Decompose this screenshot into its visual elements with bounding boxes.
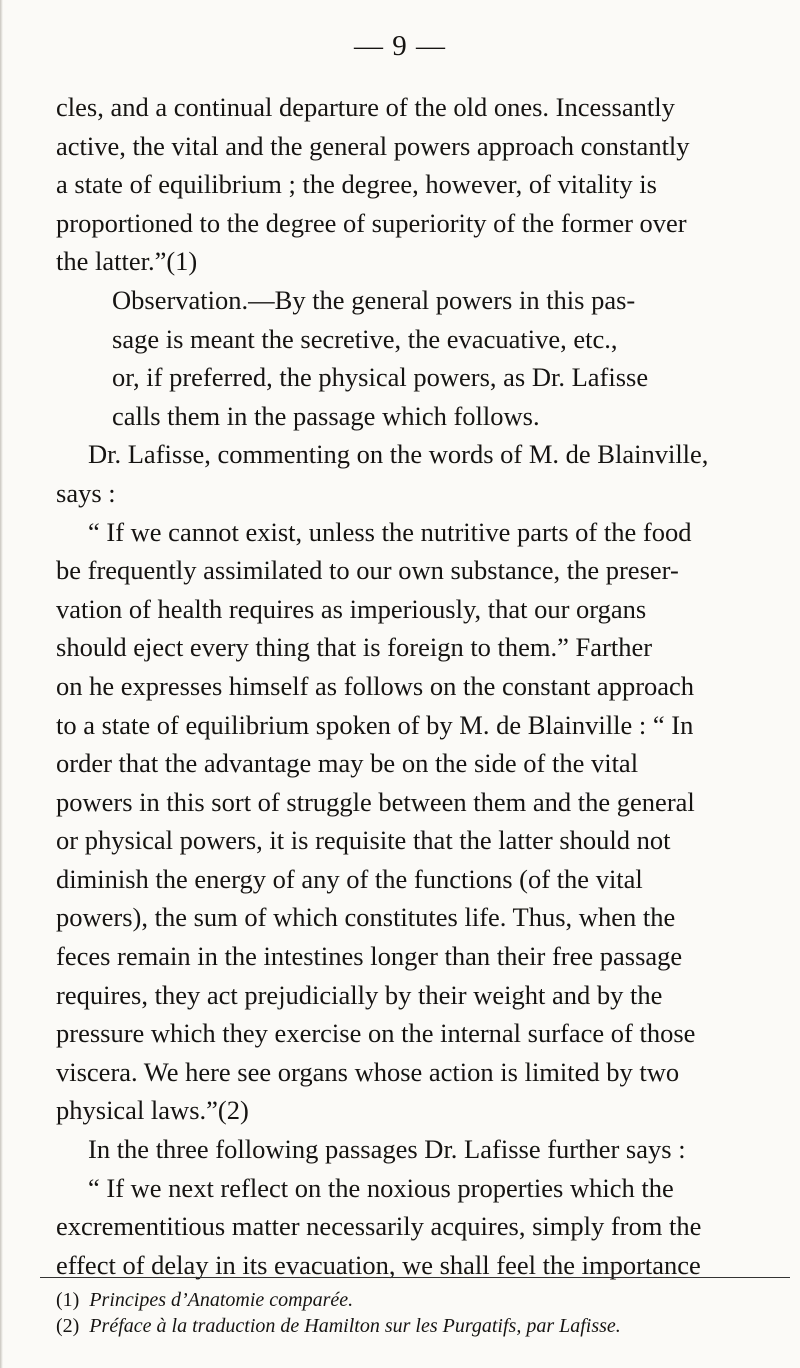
text-line: proportioned to the degree of superiority of the former over	[56, 207, 687, 238]
observation-line: or, if preferred, the physical powers, as Dr. Lafisse	[112, 362, 649, 393]
text-line: diminish the energy of any of the functions (of the vital	[56, 863, 643, 894]
text-line: be frequently assimilated to our own substance, the preser-	[56, 555, 679, 586]
text-line: “ If we next reflect on the noxious properties which the	[88, 1172, 674, 1203]
text-line: vation of health requires as imperiously, that our organs	[56, 593, 647, 624]
text-line: “ If we cannot exist, unless the nutritive parts of the food	[88, 516, 692, 547]
text-line: on he expresses himself as follows on the constant approach	[56, 670, 695, 701]
observation-line: calls them in the passage which follows.	[112, 400, 540, 431]
footnote-text: Préface à la traduction de Hamilton sur les Purgatifs, par Lafisse.	[89, 1315, 621, 1337]
footnote	[56, 1287, 776, 1313]
text-line: In the three following passages Dr. Lafisse further says :	[88, 1134, 686, 1165]
text-line: cles, and a continual departure of the old ones. Incessantly	[56, 92, 675, 122]
text-line: viscera. We here see organs whose action is limited by two	[56, 1056, 680, 1087]
observation-line: sage is meant the secretive, the evacuative, etc.,	[112, 323, 618, 354]
body-text	[56, 88, 770, 1284]
text-line: to a state of equilibrium spoken of by M. de Blainville : “ In	[56, 709, 694, 740]
page-number-header: — 9 —	[354, 30, 446, 62]
text-line: requires, they act prejudicially by their weight and by the	[56, 979, 663, 1010]
page-edge-shadow	[0, 0, 3, 1368]
text-line: or physical powers, it is requisite that the latter should not	[56, 825, 671, 856]
text-line: should eject every thing that is foreign to them.” Farther	[56, 632, 653, 663]
footnote	[56, 1313, 776, 1339]
footnotes	[56, 1287, 776, 1339]
footnote-number: (2)	[56, 1315, 80, 1337]
text-line: physical laws.”(2)	[56, 1095, 249, 1126]
text-line: excrementitious matter necessarily acquires, simply from the	[56, 1211, 702, 1242]
text-line: active, the vital and the general powers approach constantly	[56, 130, 690, 161]
footnote-divider	[40, 1277, 790, 1278]
text-line: says :	[56, 477, 116, 508]
text-line: a state of equilibrium ; the degree, however, of vitality is	[56, 169, 657, 200]
text-line: effect of delay in its evacuation, we shall feel the importance	[56, 1249, 701, 1280]
observation-line: Observation.—By the general powers in this pas-	[112, 284, 636, 315]
text-line: powers in this sort of struggle between them and the general	[56, 786, 695, 817]
text-line: feces remain in the intestines longer than their free passage	[56, 941, 683, 972]
text-line: powers), the sum of which constitutes life. Thus, when the	[56, 902, 676, 933]
text-line: pressure which they exercise on the internal surface of those	[56, 1018, 696, 1049]
text-line: the latter.”(1)	[56, 246, 198, 277]
text-line: Dr. Lafisse, commenting on the words of M. de Blainville,	[88, 439, 709, 470]
text-line: order that the advantage may be on the side of the vital	[56, 748, 639, 779]
footnote-text: Principes d’Anatomie comparée.	[89, 1289, 354, 1311]
footnote-number: (1)	[56, 1289, 80, 1311]
